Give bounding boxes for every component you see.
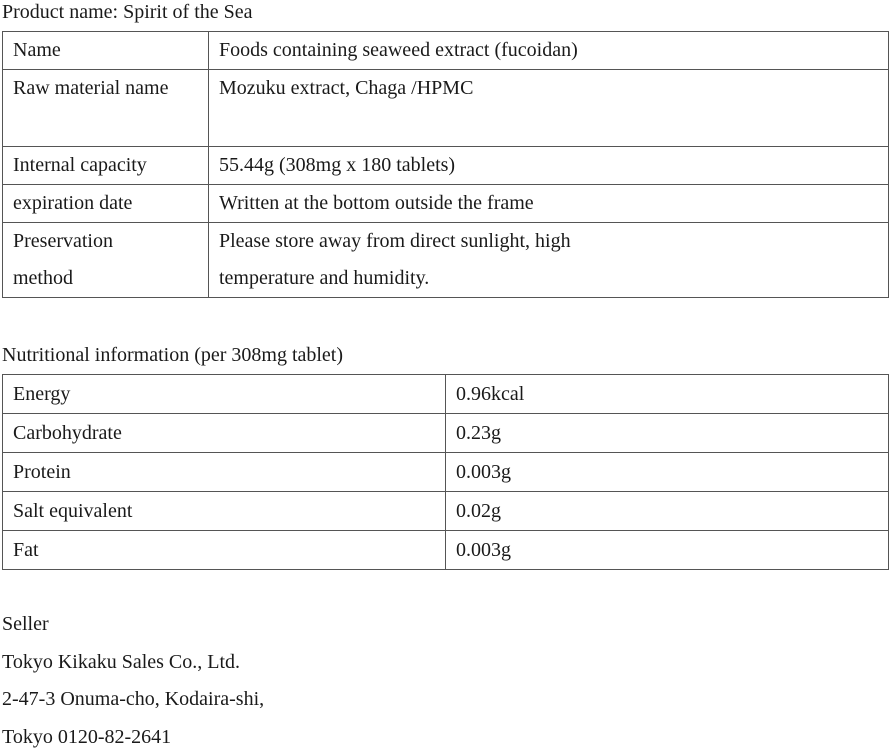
row-label-line: method: [13, 267, 73, 289]
nutrient-value: 0.23g: [446, 414, 889, 453]
row-value: Foods containing seaweed extract (fucoidan): [209, 32, 889, 70]
row-label: Name: [3, 32, 209, 70]
nutrient-value: 0.003g: [446, 531, 889, 570]
nutrient-value: 0.003g: [446, 453, 889, 492]
table-row: [3, 414, 889, 453]
seller-address-line: Tokyo 0120-82-2641: [2, 726, 172, 748]
table-row: [3, 531, 889, 570]
table-row: [3, 223, 889, 298]
nutrient-label: Carbohydrate: [3, 414, 446, 453]
row-label-line: Preservation: [13, 230, 113, 252]
nutrient-label: Protein: [3, 453, 446, 492]
nutrient-value: 0.02g: [446, 492, 889, 531]
nutrient-value: 0.96kcal: [446, 375, 889, 414]
table-row: [3, 375, 889, 414]
row-value-line: Please store away from direct sunlight, high: [219, 230, 571, 252]
nutrition-table: [2, 374, 889, 570]
nutrient-label: Energy: [3, 375, 446, 414]
row-value: Mozuku extract, Chaga /HPMC: [209, 70, 889, 147]
row-value: [209, 223, 889, 298]
product-name-line: Product name: Spirit of the Sea: [2, 1, 253, 23]
nutrient-label: Salt equivalent: [3, 492, 446, 531]
table-row: [3, 453, 889, 492]
nutrient-label: Fat: [3, 531, 446, 570]
product-info-table: [2, 31, 889, 298]
table-row: [3, 185, 889, 223]
table-row: [3, 147, 889, 185]
nutrition-title: Nutritional information (per 308mg tablet): [2, 344, 344, 366]
row-label: [3, 223, 209, 298]
row-value: Written at the bottom outside the frame: [209, 185, 889, 223]
row-value-line: temperature and humidity.: [219, 267, 430, 289]
table-row: [3, 70, 889, 147]
row-label: Internal capacity: [3, 147, 209, 185]
seller-company: Tokyo Kikaku Sales Co., Ltd.: [2, 651, 241, 673]
table-row: [3, 32, 889, 70]
seller-heading: Seller: [2, 613, 49, 635]
seller-address-line: 2-47-3 Onuma-cho, Kodaira-shi,: [2, 688, 265, 710]
row-label: Raw material name: [3, 70, 209, 147]
row-value: 55.44g (308mg x 180 tablets): [209, 147, 889, 185]
row-label: expiration date: [3, 185, 209, 223]
table-row: [3, 492, 889, 531]
